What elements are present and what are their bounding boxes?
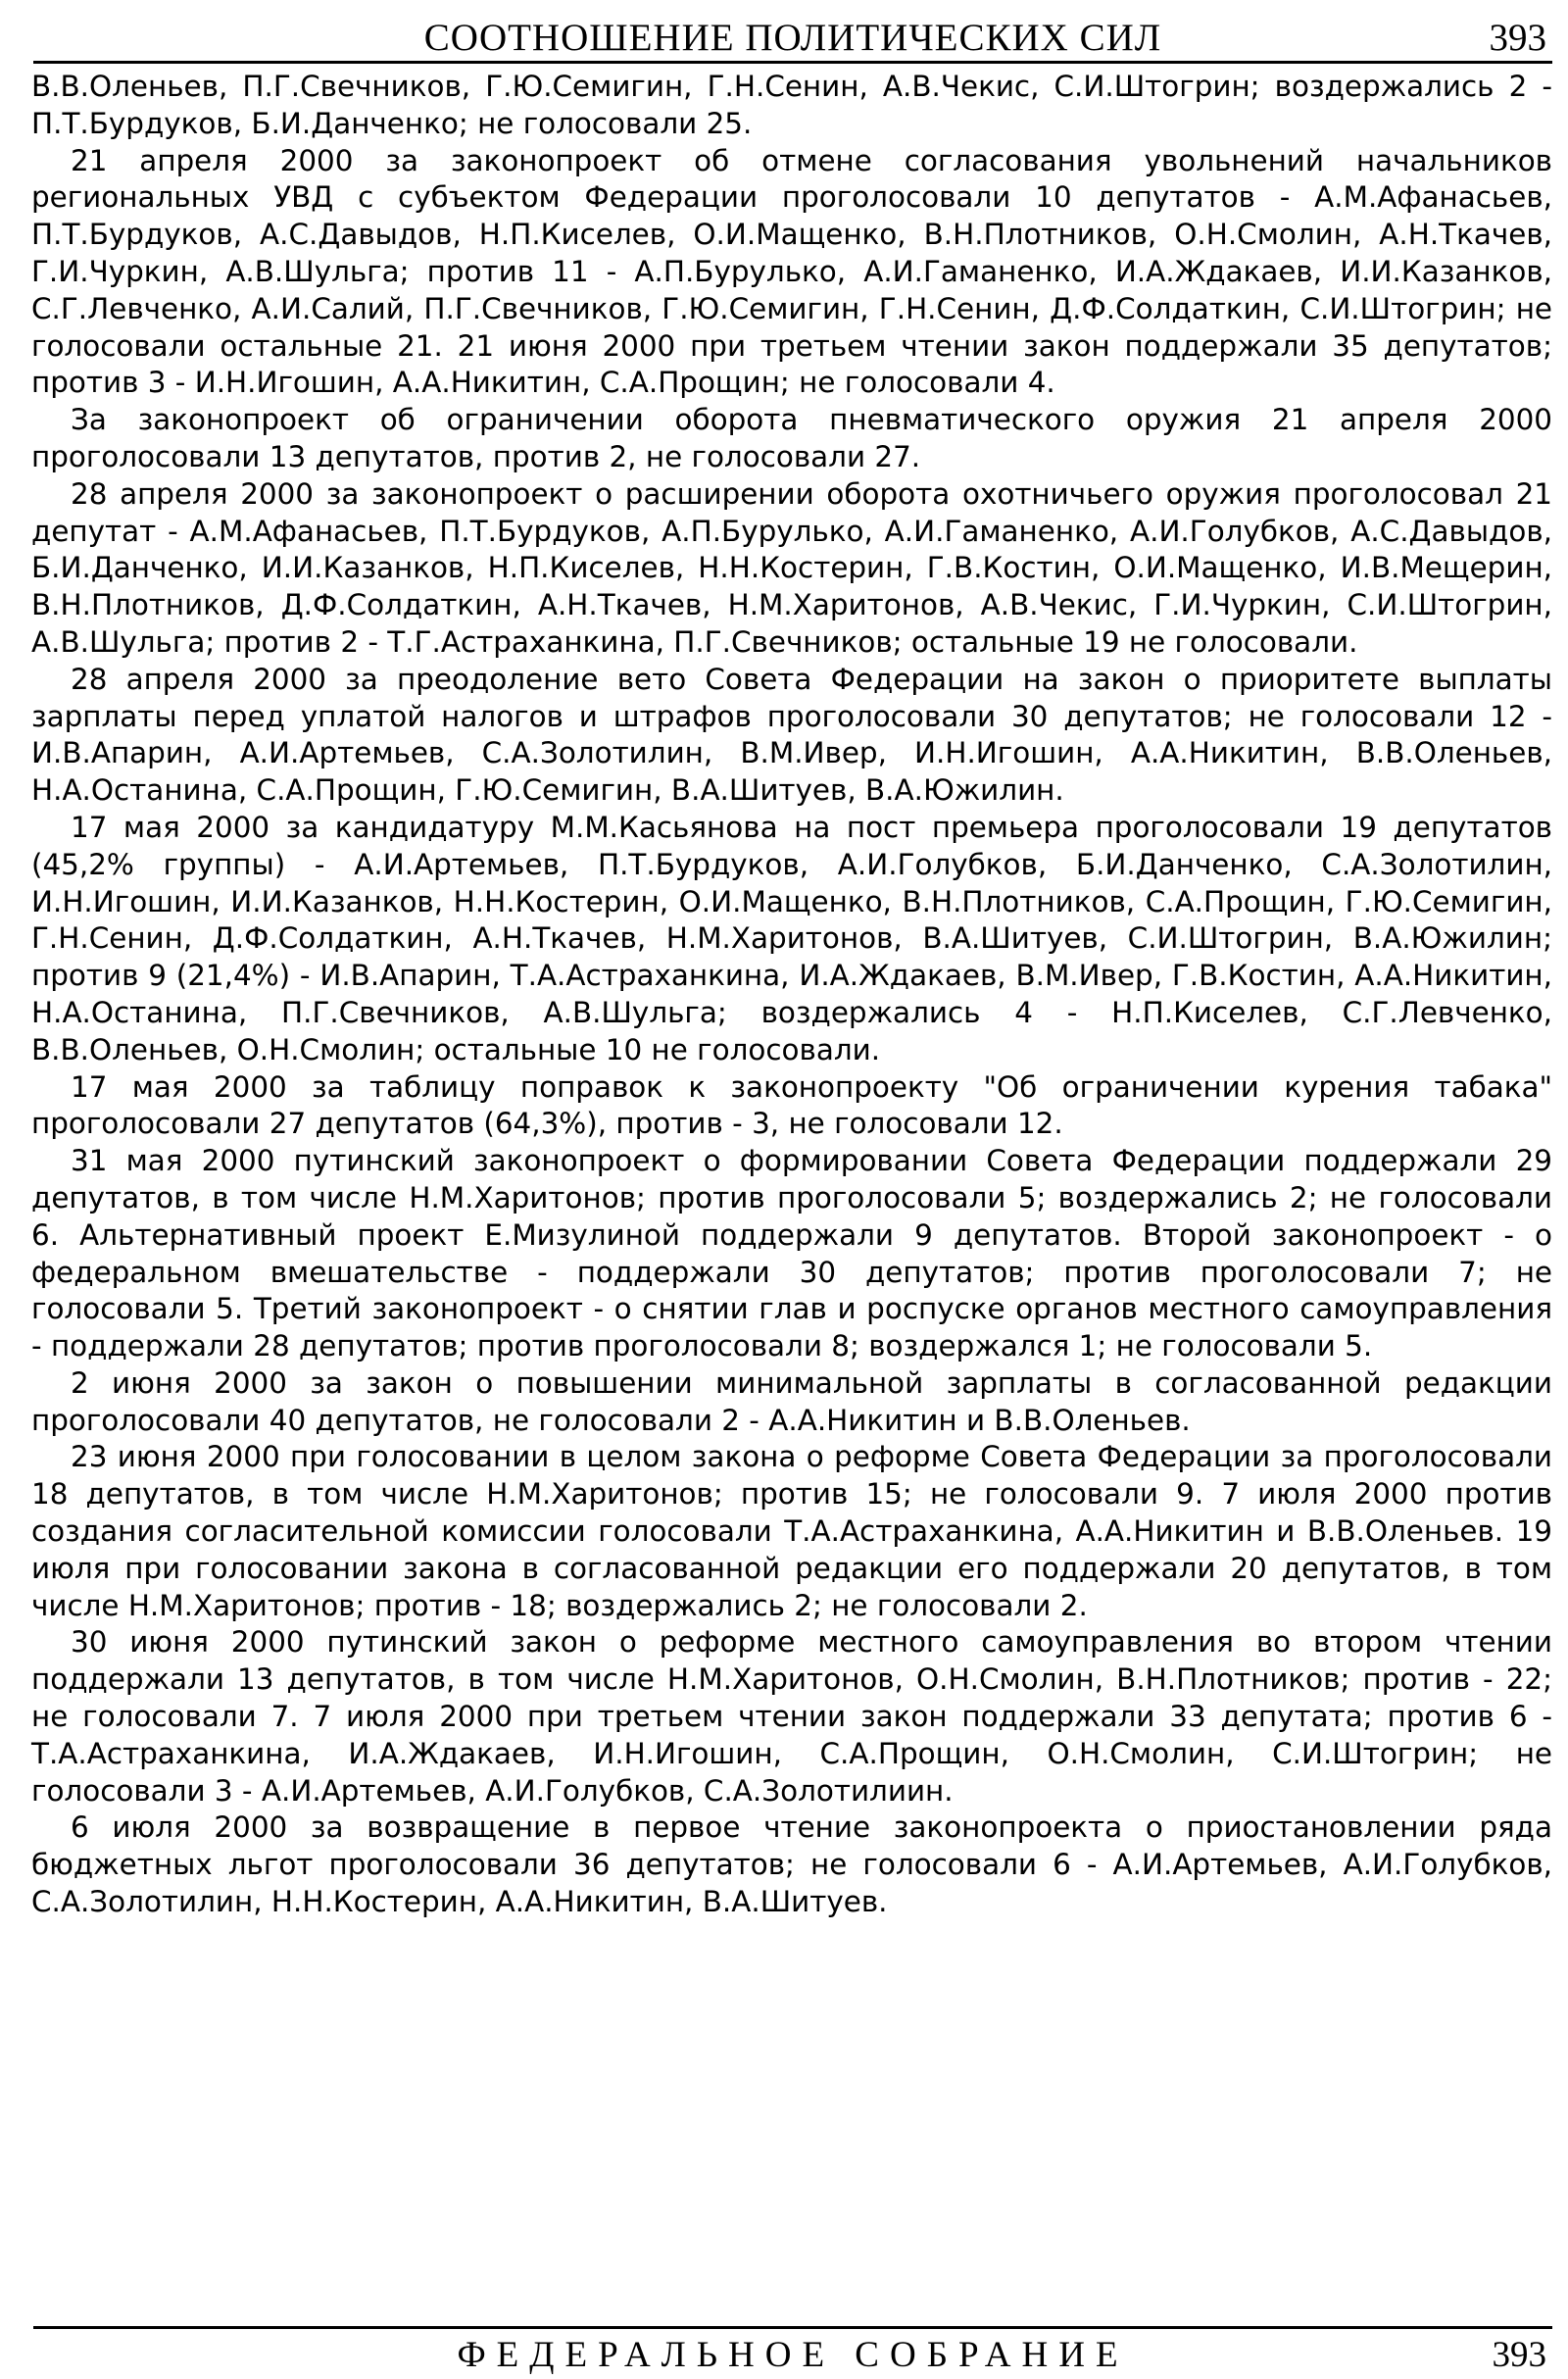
paragraph: 31 мая 2000 путинский законопроект о формировании Совета Федерации поддержали 29 депутатов, в том числе Н.М.Харитонов; против проголосовали 5; воздержались 2; не голосовали 6. Альтернативный проект Е.Мизулиной поддержали 9 депутатов. Второй законопроект - о федеральном вмешательстве - поддержали 30 депутатов; против проголосовали 7; не голосовали 5. Третий законопроект - о снятии глав и роспуске органов местного самоуправления - поддержали 28 депутатов; против проголосовали 8; воздержался 1; не голосовали 5. bbox=[31, 1144, 1552, 1363]
running-footer bbox=[33, 2334, 1552, 2377]
paragraph: 23 июня 2000 при голосовании в целом закона о реформе Совета Федерации за проголосовали 18 депутатов, в том числе Н.М.Харитонов; против 15; не голосовали 9. 7 июля 2000 против создания согласительной комиссии голосовали Т.А.Астраханкина, А.А.Никитин и В.В.Оленьев. 19 июля при голосовании закона в согласованной редакции его поддержали 20 депутатов, в том числе Н.М.Харитонов; против - 18; воздержались 2; не голосовали 2. bbox=[31, 1440, 1552, 1622]
page-number-bottom: 393 bbox=[1492, 2335, 1546, 2375]
chapter-title: СООТНОШЕНИЕ ПОЛИТИЧЕСКИХ СИЛ bbox=[423, 17, 1162, 59]
paragraph: В.В.Оленьев, П.Г.Свечников, Г.Ю.Семигин, Г.Н.Сенин, А.В.Чекис, С.И.Штогрин; воздержались 2 - П.Т.Бурдуков, Б.И.Данченко; не голосовали 25. bbox=[31, 70, 1552, 140]
paragraph: 6 июля 2000 за возвращение в первое чтение законопроекта о приостановлении ряда бюджетных льгот проголосовали 36 депутатов; не голосовали 6 - А.И.Артемьев, А.И.Голубков, С.А.Золотилин, Н.Н.Костерин, А.А.Никитин, В.А.Шитуев. bbox=[31, 1810, 1552, 1919]
paragraph: За законопроект об ограничении оборота пневматического оружия 21 апреля 2000 проголосовали 13 депутатов, против 2, не голосовали 27. bbox=[31, 403, 1552, 473]
journal-title: ФЕДЕРАЛЬНОЕ СОБРАНИЕ bbox=[457, 2335, 1129, 2375]
main-text bbox=[31, 69, 1552, 1921]
paragraph: 2 июня 2000 за закон о повышении минимальной зарплаты в согласованной редакции проголосовали 40 депутатов, не голосовали 2 - А.А.Никитин и В.В.Оленьев. bbox=[31, 1365, 1552, 1437]
paragraph: 17 мая 2000 за кандидатуру М.М.Касьянова на пост премьера проголосовали 19 депутатов (45,2% группы) - А.И.Артемьев, П.Т.Бурдуков, А.И.Голубков, Б.И.Данченко, С.А.Золотилин, И.Н.Игошин, И.И.Казанков, Н.Н.Костерин, О.И.Мащенко, В.Н.Плотников, С.А.Прощин, Г.Ю.Семигин, Г.Н.Сенин, Д.Ф.Солдаткин, А.Н.Ткачев, Н.М.Харитонов, В.А.Шитуев, С.И.Штогрин, В.А.Южилин; против 9 (21,4%) - И.В.Апарин, Т.А.Астраханкина, И.А.Ждакаев, В.М.Ивер, Г.В.Костин, А.А.Никитин, Н.А.Останина, П.Г.Свечников, А.В.Шульга; воздержались 4 - Н.П.Киселев, С.Г.Левченко, В.В.Оленьев, О.Н.Смолин; остальные 10 не голосовали. bbox=[31, 810, 1552, 1066]
paragraph: 17 мая 2000 за таблицу поправок к законопроекту "Об ограничении курения табака" проголосовали 27 депутатов (64,3%), против - 3, не голосовали 12. bbox=[31, 1069, 1552, 1141]
footer-rule bbox=[33, 2326, 1552, 2329]
page-number-top: 393 bbox=[1489, 17, 1546, 59]
header-rule bbox=[33, 61, 1552, 64]
paragraph: 28 апреля 2000 за преодоление вето Совета Федерации на закон о приоритете выплаты зарплаты перед уплатой налогов и штрафов проголосовали 30 депутатов; не голосовали 12 - И.В.Апарин, А.И.Артемьев, С.А.Золотилин, В.М.Ивер, И.Н.Игошин, А.А.Никитин, В.В.Оленьев, Н.А.Останина, С.А.Прощин, Г.Ю.Семигин, В.А.Шитуев, В.А.Южилин. bbox=[31, 662, 1552, 808]
paragraph: 28 апреля 2000 за законопроект о расширении оборота охотничьего оружия проголосовал 21 депутат - А.М.Афанасьев, П.Т.Бурдуков, А.П.Бурулько, А.И.Гаманенко, А.И.Голубков, А.С.Давыдов, Б.И.Данченко, И.И.Казанков, Н.П.Киселев, Н.Н.Костерин, Г.В.Костин, О.И.Мащенко, И.В.Мещерин, В.Н.Плотников, Д.Ф.Солдаткин, А.Н.Ткачев, Н.М.Харитонов, А.В.Чекис, Г.И.Чуркин, С.И.Штогрин, А.В.Шульга; против 2 - Т.Г.Астраханкина, П.Г.Свечников; остальные 19 не голосовали. bbox=[31, 476, 1552, 659]
running-header bbox=[33, 6, 1552, 63]
paragraph: 21 апреля 2000 за законопроект об отмене согласования увольнений начальников региональных УВД с субъектом Федерации проголосовали 10 депутатов - А.М.Афанасьев, П.Т.Бурдуков, А.С.Давыдов, Н.П.Киселев, О.И.Мащенко, В.Н.Плотников, О.Н.Смолин, А.Н.Ткачев, Г.И.Чуркин, А.В.Шульга; против 11 - А.П.Бурулько, А.И.Гаманенко, И.А.Ждакаев, И.И.Казанков, С.Г.Левченко, А.И.Салий, П.Г.Свечников, Г.Ю.Семигин, Г.Н.Сенин, Д.Ф.Солдаткин, С.И.Штогрин; не голосовали остальные 21. 21 июня 2000 при третьем чтении закон поддержали 35 депутатов; против 3 - И.Н.Игошин, А.А.Никитин, С.А.Прощин; не голосовали 4. bbox=[31, 143, 1552, 400]
paragraph: 30 июня 2000 путинский закон о реформе местного самоуправления во втором чтении поддержали 13 депутатов, в том числе Н.М.Харитонов, О.Н.Смолин, В.Н.Плотников; против - 22; не голосовали 7. 7 июля 2000 при третьем чтении закон поддержали 33 депутата; против 6 - Т.А.Астраханкина, И.А.Ждакаев, И.Н.Игошин, С.А.Прощин, О.Н.Смолин, С.И.Штогрин; не голосовали 3 - А.И.Артемьев, А.И.Голубков, С.А.Золотилиин. bbox=[31, 1625, 1552, 1808]
